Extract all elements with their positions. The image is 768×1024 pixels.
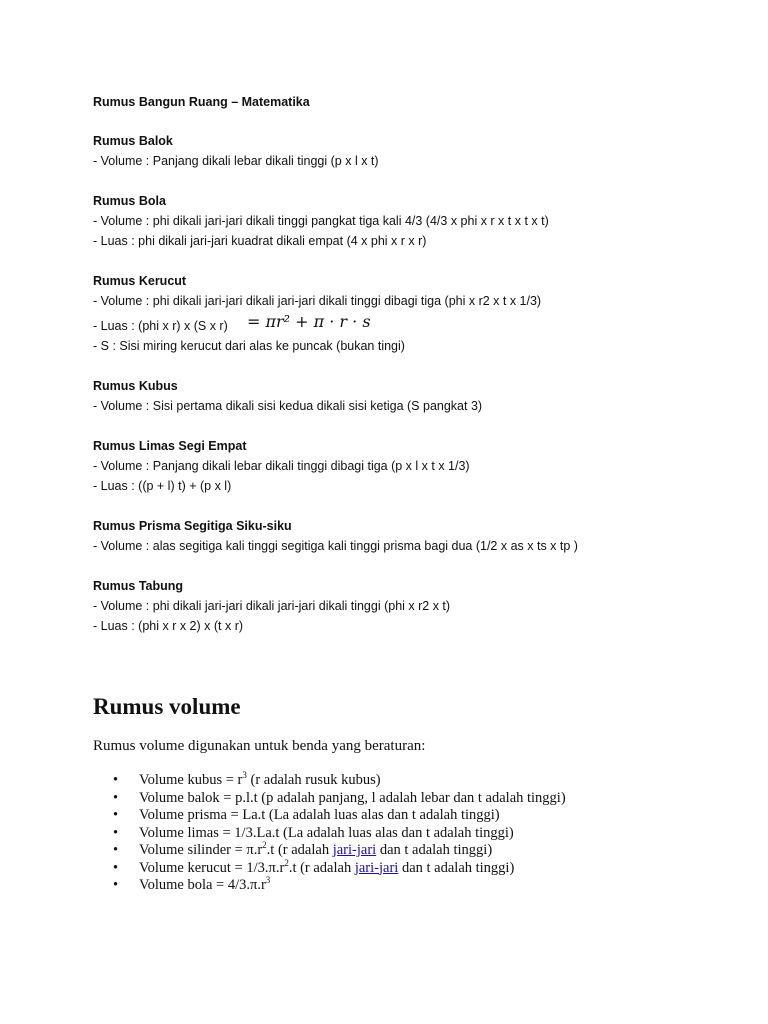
list-item: • Volume balok = p.l.t (p adalah panjang, l adalah lebar dan t adalah tinggi) bbox=[113, 789, 566, 806]
list-item: • Volume silinder = $\pi.r^2.t$ (r adalah jari-jari dan t adalah tinggi) bbox=[113, 840, 493, 858]
volume-heading: Rumus volume bbox=[93, 694, 241, 719]
document-title: Rumus Bangun Ruang – Matematika bbox=[93, 95, 310, 109]
limas-volume-line: - Volume : Panjang dikali lebar dikali tinggi dibagi tiga (p x l x t x 1/3) bbox=[93, 459, 470, 473]
jari-jari-link[interactable]: jari-jari bbox=[354, 859, 399, 876]
bullet-icon: • bbox=[113, 824, 119, 841]
list-item: • Volume limas = 1/3.La.t (La adalah luas alas dan t adalah tinggi) bbox=[113, 824, 514, 841]
section-heading-prisma: Rumus Prisma Segitiga Siku-siku bbox=[93, 519, 292, 533]
jari-jari-link[interactable]: jari-jari bbox=[332, 842, 377, 858]
kerucut-volume-line: - Volume : phi dikali jari-jari dikali jari-jari dikali tinggi dibagi tiga (phi x r2 x t x 1/3) bbox=[93, 294, 542, 308]
volume-intro: Rumus volume digunakan untuk benda yang beraturan: bbox=[93, 738, 426, 754]
prisma-volume-line: - Volume : alas segitiga kali tinggi segitiga kali tinggi prisma bagi dua (1/2 x as x ts x tp ) bbox=[93, 539, 578, 553]
section-heading-limas: Rumus Limas Segi Empat bbox=[93, 439, 247, 453]
section-heading-kerucut: Rumus Kerucut bbox=[93, 274, 187, 288]
list-item: • Volume kerucut = $1/3.\pi.r^2.t$ (r adalah jari-jari dan t adalah tinggi) bbox=[113, 857, 515, 876]
section-heading-tabung: Rumus Tabung bbox=[93, 579, 184, 593]
tabung-volume-line: - Volume : phi dikali jari-jari dikali jari-jari dikali tinggi (phi x r2 x t) bbox=[93, 599, 451, 613]
bullet-icon: • bbox=[113, 859, 119, 876]
list-item: • Volume prisma = La.t (La adalah luas alas dan t adalah tinggi) bbox=[113, 807, 500, 823]
volume-list bbox=[93, 772, 566, 895]
bullet-icon: • bbox=[113, 842, 119, 858]
bullet-icon: • bbox=[113, 789, 119, 806]
kerucut-luas-line: - Luas : (phi x r) x (S x r) bbox=[93, 319, 228, 333]
list-item: • Volume kubus = $r^3$ (r adalah rusuk kubus) bbox=[113, 770, 381, 788]
kerucut-luas-formula: = πr² + π · r · s bbox=[247, 312, 371, 331]
balok-volume-line: - Volume : Panjang dikali lebar dikali tinggi (p x l x t) bbox=[93, 154, 379, 168]
section-heading-balok: Rumus Balok bbox=[93, 134, 173, 148]
limas-luas-line: - Luas : ((p + l) t) + (p x l) bbox=[93, 479, 232, 493]
bullet-icon: • bbox=[113, 877, 119, 893]
tabung-luas-line: - Luas : (phi x r x 2) x (t x r) bbox=[93, 619, 244, 633]
bullet-icon: • bbox=[113, 807, 119, 823]
section-heading-bola: Rumus Bola bbox=[93, 194, 166, 208]
section-heading-kubus: Rumus Kubus bbox=[93, 379, 178, 393]
kubus-volume-line: - Volume : Sisi pertama dikali sisi kedua dikali sisi ketiga (S pangkat 3) bbox=[93, 399, 483, 413]
bola-volume-line: - Volume : phi dikali jari-jari dikali tinggi pangkat tiga kali 4/3 (4/3 x phi x r x t x t x t) bbox=[93, 214, 549, 228]
kerucut-s-line: - S : Sisi miring kerucut dari alas ke puncak (bukan tingi) bbox=[93, 339, 405, 353]
bola-luas-line: - Luas : phi dikali jari-jari kuadrat dikali empat (4 x phi x r x r) bbox=[93, 234, 427, 248]
list-item: • Volume bola = $4/3.\pi.r^3$ bbox=[113, 875, 271, 893]
bullet-icon: • bbox=[113, 772, 119, 788]
